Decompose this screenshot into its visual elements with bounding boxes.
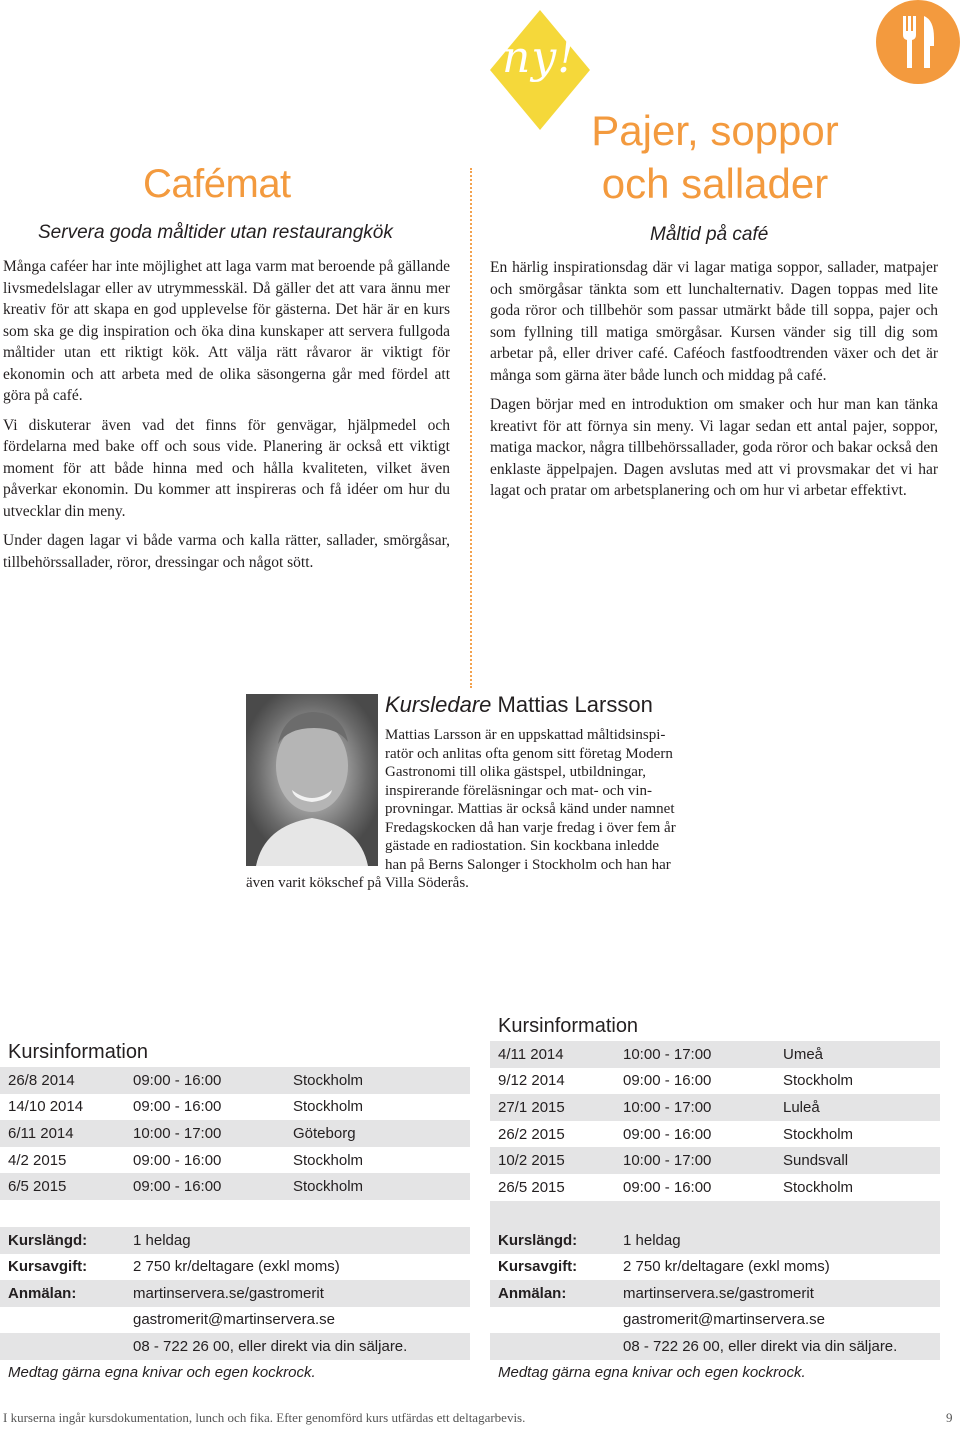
- fee-row: [490, 1254, 940, 1281]
- fee-value: 2 750 kr/deltagare (exkl moms): [133, 1258, 340, 1276]
- bio-line: Mattias Larsson är en uppskattad måltidsinspi-: [385, 727, 666, 743]
- fee-value: 2 750 kr/deltagare (exkl moms): [623, 1258, 830, 1276]
- session-row: 26/8 2014 09:00 - 16:00 Stockholm: [0, 1067, 470, 1094]
- bring-note: Medtag gärna egna knivar och egen kockrock.: [498, 1364, 806, 1382]
- signup-row: [0, 1280, 470, 1307]
- length-label: Kurslängd:: [498, 1231, 578, 1249]
- left-body: [3, 256, 450, 581]
- session-row: 6/5 2015 09:00 - 16:00 Stockholm: [0, 1173, 470, 1200]
- signup-phone: 08 - 722 26 00, eller direkt via din säljare.: [623, 1337, 898, 1355]
- signup-label: Anmälan:: [498, 1284, 567, 1302]
- session-row: 4/2 2015 09:00 - 16:00 Stockholm: [8, 1151, 364, 1169]
- session-row: 14/10 2014 09:00 - 16:00 Stockholm: [8, 1098, 364, 1116]
- kursinfo-left-table: [0, 1067, 470, 1200]
- phone-row: [490, 1333, 940, 1360]
- signup-row: [490, 1280, 940, 1307]
- left-paragraph: Vi diskuterar även vad det finns för genvägar, hjälpmedel och fördelarna med bake off och sous vide. Planering är också ett viktigt moment för att både hinna med och hålla kvaliteten, vilket även påverkar ekonomin. Du kommer att inspireras och få idéer om hur du utvecklar din meny.: [3, 416, 450, 520]
- right-title: [520, 104, 910, 210]
- session-row: 6/11 2014 10:00 - 17:00 Göteborg: [0, 1120, 470, 1147]
- fee-label: Kursavgift:: [8, 1258, 88, 1276]
- right-paragraph: Dagen börjar med en introduktion om smaker och hur man kan tänka kreativt för att förnya sin meny. Vi lagar sedan ett antal pajer, soppor, matiga mackor, några tillbehörssallader, goda röror och bakar också den enklaste äppelpajen. Dagen avslutas med att vi provsmakar det vi har lagat och pratar om arbetsplanering och om hur vi arbetar effektivt.: [490, 396, 938, 499]
- length-value: 1 heldag: [133, 1231, 191, 1249]
- session-row: 27/1 2015 10:00 - 17:00 Luleå: [490, 1094, 940, 1121]
- footer-text: I kurserna ingår kursdokumentation, lunch och fika. Efter genomförd kurs utfärdas ett deltagarbevis.: [3, 1410, 526, 1425]
- fee-label: Kursavgift:: [498, 1258, 578, 1276]
- signup-email-link[interactable]: gastromerit@martinservera.se: [133, 1311, 335, 1329]
- signup-web-link[interactable]: martinservera.se/gastromerit: [133, 1284, 324, 1302]
- left-paragraph: Många caféer har inte möjlighet att laga varm mat beroende på gällande livsmedelslagar eller av utrymmesskäl. Då gäller det att vara ännu mer kreativ för att skapa en god upplevelse för gästerna. Det här är en kurs som ska ge dig inspiration och öka dina kunskaper att servera fullgoda måltider utan ett riktigt kök. Att välja rätt råvaror är viktigt för ekonomin och att arbeta med de olika säsongerna går med fördel att göra på café.: [3, 258, 450, 404]
- right-body: [490, 257, 938, 510]
- instructor-name: Mattias Larsson: [497, 692, 653, 717]
- bio-line: Gastronomi till olika gästspel, utbildningar,: [385, 764, 647, 780]
- email-row: [490, 1307, 940, 1334]
- bio-line: han på Berns Salonger i Stockholm och han har: [385, 856, 671, 873]
- column-divider: [470, 168, 472, 688]
- length-label: Kurslängd:: [8, 1231, 88, 1249]
- kursinfo-right-details: [490, 1227, 940, 1386]
- note-row: [0, 1360, 470, 1387]
- kursinfo-left-details: [0, 1227, 470, 1386]
- session-row: 10/2 2015 10:00 - 17:00 Sundsvall: [490, 1147, 940, 1174]
- fork-knife-icon: [876, 0, 960, 84]
- instructor-photo: [246, 694, 378, 866]
- left-subtitle: Servera goda måltider utan restaurangkök: [38, 222, 393, 243]
- bio-line: ratör och anlitas ofta genom sitt företag Modern: [385, 745, 673, 762]
- length-row: [0, 1227, 470, 1254]
- signup-label: Anmälan:: [8, 1284, 77, 1302]
- bio-line: Fredagskocken då han varje fredag i över fem år: [385, 819, 676, 836]
- bring-note: Medtag gärna egna knivar och egen kockrock.: [8, 1364, 316, 1382]
- bio-last-line: även varit kökschef på Villa Söderås.: [246, 875, 469, 891]
- left-paragraph: Under dagen lagar vi både varma och kalla rätter, sallader, smörgåsar, tillbehörssallader, röror, dressingar och något sött.: [3, 532, 450, 571]
- session-row: 4/11 2014 10:00 - 17:00 Umeå: [490, 1041, 940, 1068]
- instructor-bio: [385, 726, 715, 874]
- left-title: Cafémat: [143, 162, 291, 206]
- kursinfo-right-table: [490, 1041, 940, 1227]
- email-row: [0, 1307, 470, 1334]
- bio-line: provningar. Mattias är också känd under namnet: [385, 801, 675, 817]
- right-title-line: Pajer, soppor: [591, 107, 839, 154]
- length-value: 1 heldag: [623, 1231, 681, 1249]
- fee-row: [0, 1254, 470, 1281]
- right-paragraph: En härlig inspirationsdag där vi lagar matiga soppor, sallader, matpajer och smörgåsar tänkta som ett lunchalternativ. Dagen toppas med lite goda röror och tillbehör som passar utmärkt både till soppa, pajer och som fyllning till matiga smörgåsar. Kursen vänder sig till dig som arbetar på, eller driver café. Caféoch fastfoodtrenden växer och det är många som gärna äter både lunch och middag på café.: [490, 259, 938, 384]
- length-row: [490, 1227, 940, 1254]
- session-row: 26/5 2015 09:00 - 16:00 Stockholm: [498, 1178, 854, 1196]
- new-badge-text: ny!: [502, 32, 576, 83]
- instructor-heading: [385, 692, 653, 718]
- right-title-line: och sallader: [601, 160, 829, 207]
- page-number: 9: [946, 1410, 953, 1425]
- session-row: 9/12 2014 09:00 - 16:00 Stockholm: [498, 1072, 854, 1090]
- kursinfo-left-title: Kursinformation: [8, 1041, 149, 1063]
- bio-line: gästade en radiostation. Sin kockbana inledde: [385, 838, 660, 854]
- phone-row: [0, 1333, 470, 1360]
- note-row: [490, 1360, 940, 1387]
- fork-knife-badge: [876, 0, 960, 84]
- signup-phone: 08 - 722 26 00, eller direkt via din säljare.: [133, 1337, 408, 1355]
- session-row-empty: [490, 1201, 940, 1228]
- instructor-label: Kursledare: [385, 692, 492, 717]
- bio-line: inspirerande föreläsningar och mat- och vin-: [385, 782, 652, 799]
- kursinfo-right-title: Kursinformation: [498, 1015, 639, 1037]
- portrait-silhouette: [246, 694, 378, 866]
- right-subtitle: Måltid på café: [650, 224, 769, 245]
- session-row: 26/2 2015 09:00 - 16:00 Stockholm: [498, 1125, 854, 1143]
- signup-web-link[interactable]: martinservera.se/gastromerit: [623, 1284, 814, 1302]
- signup-email-link[interactable]: gastromerit@martinservera.se: [623, 1311, 825, 1329]
